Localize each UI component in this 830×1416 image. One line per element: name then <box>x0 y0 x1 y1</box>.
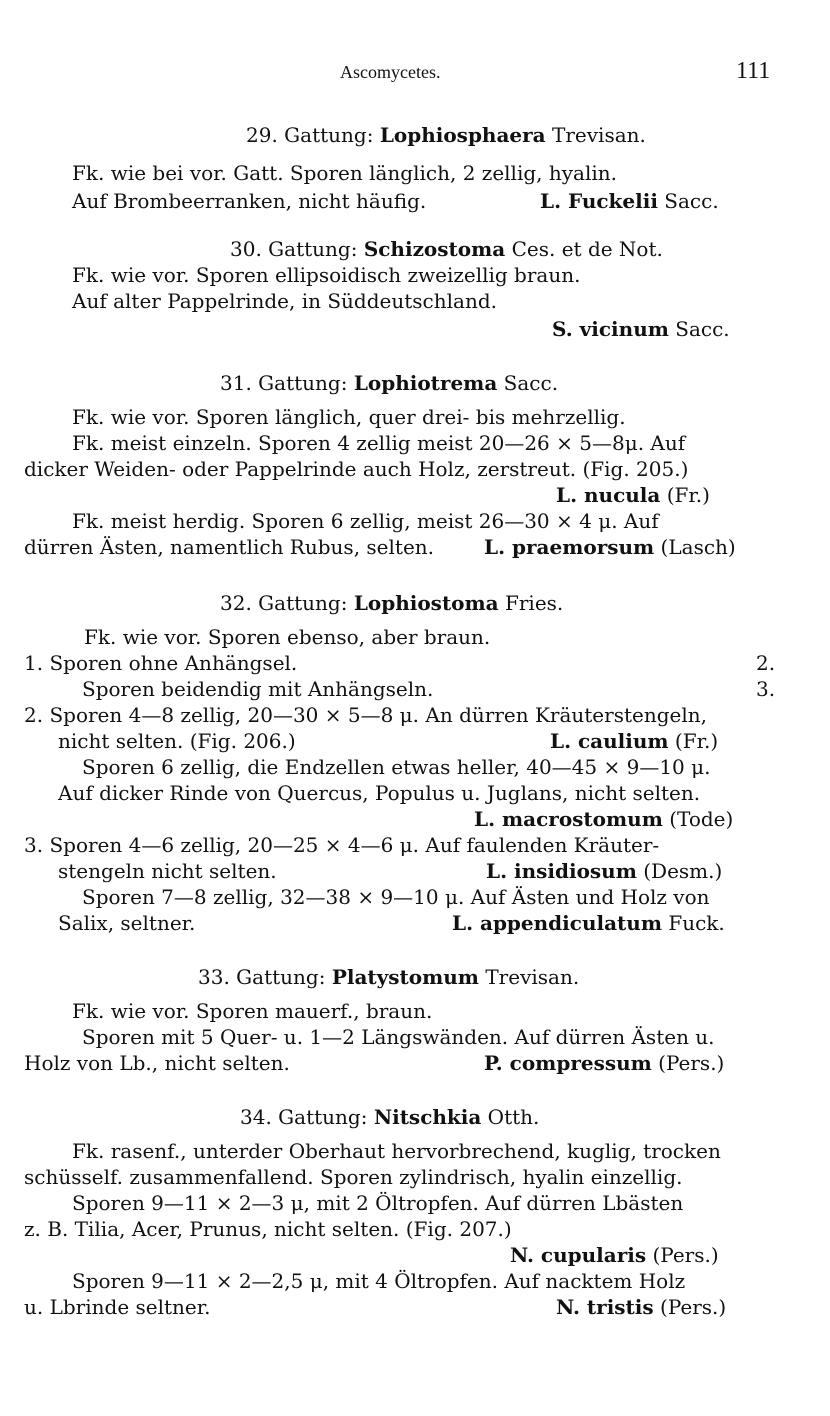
text-line: Fk. meist herdig. Sporen 6 zellig, meist 26—30 × 4 μ. Auf <box>72 509 659 533</box>
genus-heading-30: 30. Gattung: Schizostoma Ces. et de Not. <box>230 237 663 261</box>
key-line: Sporen beidendig mit Anhängseln. <box>82 677 434 701</box>
species-name: N. tristis (Pers.) <box>556 1295 727 1319</box>
text-line: Salix, seltner. <box>58 911 196 935</box>
species-name: S. vicinum Sacc. <box>552 317 730 341</box>
text-line: schüsself. zusammenfallend. Sporen zylindrisch, hyalin einzellig. <box>24 1165 683 1189</box>
text-line: Holz von Lb., nicht selten. <box>24 1051 290 1075</box>
text-line: dürren Ästen, namentlich Rubus, selten. <box>24 535 435 559</box>
text-line: Fk. wie vor. Sporen ebenso, aber braun. <box>84 625 491 649</box>
text-line: Sporen 9—11 × 2—3 μ, mit 2 Öltropfen. Auf dürren Lbästen <box>72 1191 684 1215</box>
species-name: N. cupularis (Pers.) <box>510 1243 719 1267</box>
species-name: L. praemorsum (Lasch) <box>484 535 736 559</box>
genus-heading-33: 33. Gattung: Platystomum Trevisan. <box>198 965 580 989</box>
text-line: nicht selten. (Fig. 206.) <box>58 729 296 753</box>
genus-heading-31: 31. Gattung: Lophiotrema Sacc. <box>220 371 559 395</box>
text-line: Auf dicker Rinde von Quercus, Populus u. Juglans, nicht selten. <box>58 781 701 805</box>
species-name: P. compressum (Pers.) <box>484 1051 725 1075</box>
genus-heading-29: 29. Gattung: Lophiosphaera Trevisan. <box>246 123 646 147</box>
text-line: stengeln nicht selten. <box>58 859 277 883</box>
text-line: dicker Weiden- oder Pappelrinde auch Holz, zerstreut. (Fig. 205.) <box>24 457 689 481</box>
species-name: L. nucula (Fr.) <box>556 483 710 507</box>
genus-heading-32: 32. Gattung: Lophiostoma Fries. <box>220 591 564 615</box>
page-number: 111 <box>736 58 771 84</box>
text-line: Auf Brombeerranken, nicht häufig. <box>72 189 427 213</box>
key-line: 2. Sporen 4—8 zellig, 20—30 × 5—8 μ. An dürren Kräuterstengeln, <box>24 703 707 727</box>
text-line: Sporen mit 5 Quer- u. 1—2 Längswänden. Auf dürren Ästen u. <box>82 1025 715 1049</box>
key-line: 1. Sporen ohne Anhängsel. <box>24 651 298 675</box>
genus-heading-34: 34. Gattung: Nitschkia Otth. <box>240 1105 540 1129</box>
text-line: Sporen 7—8 zellig, 32—38 × 9—10 μ. Auf Ästen und Holz von <box>82 885 710 909</box>
text-line: Fk. wie vor. Sporen länglich, quer drei- bis mehrzellig. <box>72 405 626 429</box>
text-line: z. B. Tilia, Acer, Prunus, nicht selten. (Fig. 207.) <box>24 1217 512 1241</box>
text-line: Fk. meist einzeln. Sporen 4 zellig meist 20—26 × 5—8μ. Auf <box>72 431 686 455</box>
running-header: Ascomycetes. <box>340 62 441 82</box>
species-name: L. caulium (Fr.) <box>550 729 719 753</box>
species-name: L. appendiculatum Fuck. <box>452 911 725 935</box>
key-ref: 2. <box>756 651 776 675</box>
text-line: Fk. wie vor. Sporen mauerf., braun. <box>72 999 433 1023</box>
key-ref: 3. <box>756 677 776 701</box>
text-line: Sporen 6 zellig, die Endzellen etwas heller, 40—45 × 9—10 μ. <box>82 755 711 779</box>
species-name: L. Fuckelii Sacc. <box>540 189 719 213</box>
text-line: Auf alter Pappelrinde, in Süddeutschland. <box>72 289 497 313</box>
species-name: L. insidiosum (Desm.) <box>486 859 723 883</box>
text-line: Fk. wie vor. Sporen ellipsoidisch zweizellig braun. <box>72 263 581 287</box>
species-name: L. macrostomum (Tode) <box>474 807 734 831</box>
text-line: Fk. rasenf., unterder Oberhaut hervorbrechend, kuglig, trocken <box>72 1139 721 1163</box>
text-line: u. Lbrinde seltner. <box>24 1295 211 1319</box>
text-line: Fk. wie bei vor. Gatt. Sporen länglich, 2 zellig, hyalin. <box>72 161 617 185</box>
key-line: 3. Sporen 4—6 zellig, 20—25 × 4—6 μ. Auf faulenden Kräuter- <box>24 833 660 857</box>
text-line: Sporen 9—11 × 2—2,5 μ, mit 4 Öltropfen. Auf nacktem Holz <box>72 1269 686 1293</box>
